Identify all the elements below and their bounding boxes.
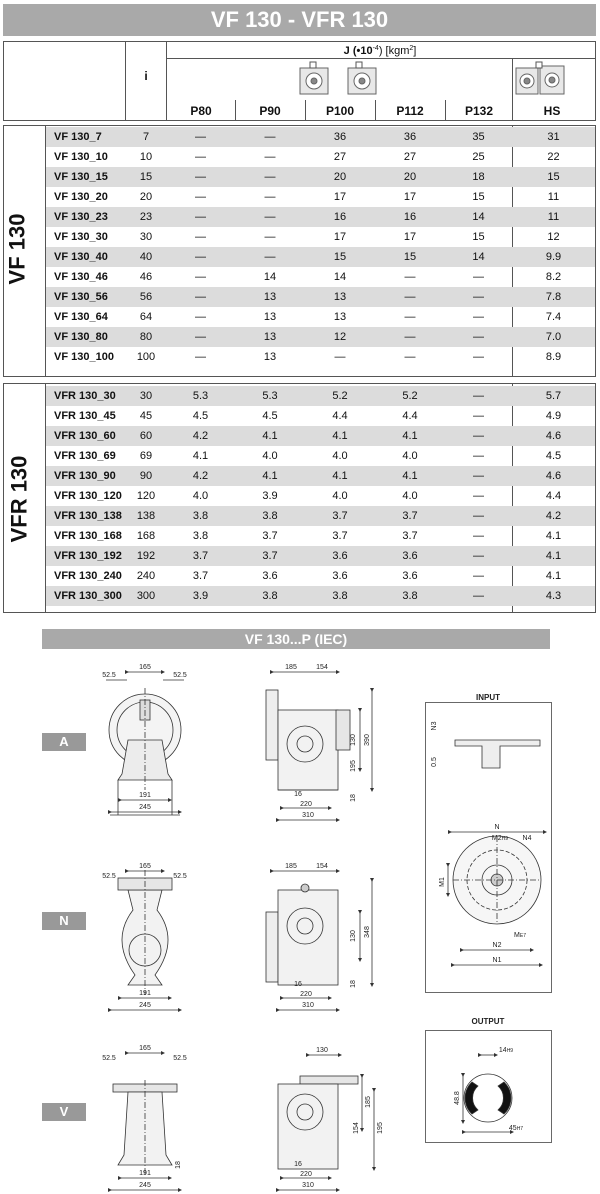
inertia-cell: 4.4 [402,410,418,422]
inertia-cell: 17 [403,191,417,203]
inertia-cell: 3.9 [166,586,235,606]
inertia-cell: 7.8 [512,287,595,307]
inertia-cell: — [195,231,206,243]
inertia-cell: 4.1 [375,426,445,446]
model-name-cell: VFR 130_69 [54,450,116,462]
vf-table [46,127,595,367]
inertia-cell: 4.0 [402,490,418,502]
table-row [46,327,595,347]
table-row [46,466,595,486]
model-name-cell: VFR 130_30 [46,386,126,406]
dim-input-n3: N3 [431,721,438,731]
dim-n-220: 220 [300,991,312,998]
output-bore [463,1055,512,1132]
inertia-cell: — [264,191,276,203]
output-title: OUTPUT [471,1017,505,1026]
dim-a-220: 220 [300,801,312,808]
inertia-cell: 25 [472,151,485,163]
inertia-cell: 11 [547,191,560,203]
dim-a-165: 165 [139,664,151,671]
inertia-cell: — [264,151,276,163]
inertia-cell: — [166,127,235,147]
dim-a-130: 130 [350,734,357,746]
inertia-cell: — [445,426,512,446]
inertia-cell: 9.9 [512,247,595,267]
inertia-cell: 4.1 [305,426,375,446]
dim-n-52-left: 52.5 [102,873,116,880]
inertia-cell: 3.8 [305,586,375,606]
inertia-cell: 7.4 [545,311,562,323]
inertia-cell: — [195,311,206,323]
dim-n-154: 154 [316,863,328,870]
inertia-cell: 4.2 [166,466,235,486]
inertia-cell: 3.6 [375,546,445,566]
dim-input-n2: N2 [492,942,502,949]
inertia-cell: — [445,586,512,606]
inertia-cell: 4.9 [545,410,562,422]
dim-n-348: 348 [364,926,371,938]
inertia-cell: 4.1 [235,426,305,446]
inertia-cell: 15 [305,247,375,267]
col-header: P80 [190,104,212,118]
vfr-table [46,386,595,606]
model-name-cell: VFR 130_60 [46,426,126,446]
model-name-cell: VFR 130_240 [54,570,122,582]
model-name-cell: VF 130_7 [46,127,126,147]
inertia-cell: 36 [305,127,375,147]
model-name-cell: VF 130_100 [54,351,114,363]
model-name-cell: VFR 130_138 [46,506,126,526]
dim-a-154: 154 [316,664,328,671]
inertia-cell: 15 [472,191,485,203]
ratio-cell: 10 [139,151,153,163]
col-header: P100 [325,104,355,118]
col-header: P90 [259,104,281,118]
inertia-cell: — [473,530,484,542]
inertia-cell: — [473,311,484,323]
inertia-cell: 18 [445,167,512,187]
inertia-cell: 3.7 [235,546,305,566]
inertia-cell: 4.6 [512,466,595,486]
model-name-cell: VFR 130_90 [46,466,126,486]
ratio-cell: 20 [139,191,153,203]
table-row [46,267,595,287]
dim-a-191: 191 [139,792,151,799]
inertia-cell: — [195,351,206,363]
inertia-cell: 3.8 [166,506,235,526]
inertia-cell: 13 [235,287,305,307]
model-name-cell: VF 130_40 [46,247,126,267]
inertia-cell: 4.0 [192,490,209,502]
table-row [46,167,595,187]
vf-section-label: VF 130 [4,213,30,285]
inertia-cell: — [195,271,206,283]
dim-n-130: 130 [350,930,357,942]
table-row [46,566,595,586]
ratio-cell: 15 [126,167,166,187]
dim-input-n1: N1 [492,957,502,964]
ratio-cell: 56 [126,287,166,307]
dim-n-16: 16 [294,981,302,988]
model-name-cell: VF 130_80 [46,327,126,347]
inertia-cell: 4.5 [192,410,209,422]
inertia-cell: — [195,191,206,203]
dim-input-m2: M2H9 [491,835,509,842]
inertia-cell: 14 [445,207,512,227]
inertia-cell: 36 [375,127,445,147]
inertia-cell: — [445,546,512,566]
inertia-cell: 11 [512,207,595,227]
dim-v-185: 185 [365,1096,372,1108]
dim-n-245: 245 [139,1002,151,1009]
inertia-cell: — [404,311,416,323]
inertia-cell: 14 [263,271,277,283]
model-name-cell: VFR 130_45 [54,410,116,422]
inertia-cell: 3.6 [332,570,348,582]
inertia-cell: 13 [333,311,347,323]
inertia-cell: 3.8 [375,586,445,606]
inertia-cell: 8.2 [545,271,562,283]
model-name-cell: VFR 130_300 [46,586,126,606]
dim-a-310: 310 [302,812,314,819]
dim-v-52-right: 52.5 [173,1055,187,1062]
inertia-cell: 4.6 [512,426,595,446]
inertia-cell: — [166,287,235,307]
dim-v-220: 220 [300,1171,312,1178]
inertia-cell: — [445,506,512,526]
table-row [46,526,595,546]
inertia-cell: 4.1 [545,570,562,582]
dim-input-n: N [494,824,500,831]
ratio-cell: 30 [126,386,166,406]
inertia-cell: 35 [445,127,512,147]
model-name-cell: VFR 130_168 [54,530,122,542]
inertia-cell: 27 [403,151,417,163]
dim-v-18: 18 [175,1161,182,1169]
ratio-cell: 192 [126,546,166,566]
inertia-cell: 15 [472,231,485,243]
inertia-cell: 3.7 [166,546,235,566]
input-flange [448,740,545,965]
dim-n-52-right: 52.5 [173,873,187,880]
dim-n-165: 165 [139,863,151,870]
inertia-cell: — [166,247,235,267]
inertia-cell: 4.0 [402,450,418,462]
ratio-cell: 60 [126,426,166,446]
version-a-label: A [42,733,86,751]
inertia-cell: 3.6 [402,570,418,582]
dim-v-195: 195 [377,1122,384,1134]
inertia-cell: — [235,127,305,147]
dim-input-05: 0.5 [431,757,438,767]
inertia-cell: — [473,271,484,283]
inertia-cell: — [166,327,235,347]
ratio-cell: 64 [139,311,153,323]
ratio-cell: 45 [139,410,153,422]
inertia-cell: 22 [547,151,560,163]
inertia-cell: — [473,351,484,363]
dim-a-245: 245 [139,804,151,811]
inertia-cell: 14 [333,271,347,283]
dim-v-310: 310 [302,1182,314,1189]
table-row [46,307,595,327]
table-row [46,426,595,446]
dim-v-52-left: 52.5 [102,1055,116,1062]
dim-a-18: 18 [350,794,357,802]
inertia-cell: — [404,271,416,283]
table-row [46,486,595,506]
col-header: P112 [396,104,424,118]
inertia-cell: 27 [333,151,347,163]
inertia-cell: 8.9 [545,351,562,363]
ratio-cell: 40 [126,247,166,267]
inertia-cell: 4.0 [262,450,278,462]
version-n-label: N [42,912,86,930]
model-name-cell: VF 130_23 [46,207,126,227]
inertia-cell: 20 [375,167,445,187]
table-row [46,187,595,207]
inertia-cell: 4.0 [332,450,348,462]
inertia-cell: 14 [445,247,512,267]
ratio-cell: 90 [126,466,166,486]
inertia-cell: 4.1 [375,466,445,486]
dim-v-154: 154 [353,1122,360,1134]
table-row [46,147,595,167]
ratio-cell: 120 [136,490,156,502]
inertia-cell: — [404,351,416,363]
dim-v-16: 16 [294,1161,302,1168]
dim-v-130: 130 [316,1047,328,1054]
table-row [46,347,595,367]
dim-input-n4: N4 [522,835,532,842]
dim-a-185: 185 [285,664,297,671]
inertia-cell: 17 [403,231,417,243]
model-name-cell: VFR 130_120 [54,490,122,502]
inertia-cell: 5.3 [235,386,305,406]
model-name-cell: VF 130_30 [54,231,108,243]
table-row [46,127,595,147]
table-row [46,406,595,426]
dim-a-16: 16 [294,791,302,798]
dim-output-45: 45H7 [508,1125,524,1132]
inertia-cell: — [473,490,484,502]
model-name-cell: VF 130_46 [54,271,108,283]
inertia-cell: 4.4 [545,490,562,502]
ratio-cell: 30 [139,231,153,243]
inertia-cell: 13 [263,311,277,323]
dim-n-185: 185 [285,863,297,870]
inertia-header: J $(•10^{-4})$ [kgm$^2$] [343,45,417,57]
ratio-cell: 168 [136,530,156,542]
ratio-cell: 80 [126,327,166,347]
table-row [46,287,595,307]
inertia-cell: 12 [305,327,375,347]
table-row [46,506,595,526]
dim-a-195: 195 [350,760,357,772]
inertia-cell: — [166,207,235,227]
inertia-cell: 4.0 [332,490,348,502]
inertia-cell: 3.7 [332,530,348,542]
inertia-cell: 17 [333,231,347,243]
table-row [46,207,595,227]
inertia-cell: — [334,351,346,363]
model-name-cell: VF 130_20 [54,191,108,203]
inertia-cell: 15 [512,167,595,187]
ratio-cell: 300 [126,586,166,606]
inertia-cell: — [235,167,305,187]
ratio-cell: 100 [136,351,156,363]
dim-input-m1: M1 [439,877,446,887]
inertia-cell: — [235,207,305,227]
inertia-cell: — [445,327,512,347]
table-row [46,446,595,466]
inertia-cell: — [375,287,445,307]
inertia-cell: 3.7 [262,530,278,542]
col-header: HS [543,104,561,118]
inertia-cell: 3.6 [262,570,278,582]
vfr-section-label: VFR 130 [6,455,32,543]
inertia-cell: 13 [235,327,305,347]
inertia-cell: — [235,247,305,267]
dim-a-390: 390 [364,734,371,746]
inertia-cell: 17 [333,191,347,203]
inertia-cell: 12 [547,231,560,243]
inertia-cell: 13 [305,287,375,307]
page-title: VF 130 - VFR 130 [3,4,596,36]
dim-output-48: 48.8 [454,1091,461,1105]
inertia-cell: 3.9 [262,490,278,502]
dim-v-245: 245 [139,1182,151,1189]
inertia-cell: 3.6 [305,546,375,566]
table-row [46,586,595,606]
table-row [46,227,595,247]
inertia-cell: 4.1 [235,466,305,486]
input-title: INPUT [476,693,500,702]
inertia-cell: 4.3 [512,586,595,606]
inertia-cell: 4.2 [512,506,595,526]
dim-a-52-left: 52.5 [102,672,116,679]
inertia-cell: 4.5 [262,410,278,422]
inertia-cell: — [195,151,206,163]
inertia-cell: 15 [375,247,445,267]
inertia-cell: 4.2 [166,426,235,446]
inertia-cell: 4.1 [305,466,375,486]
inertia-cell: 5.3 [166,386,235,406]
inertia-cell: 3.8 [192,530,209,542]
inertia-cell: 5.2 [305,386,375,406]
inertia-cell: — [473,570,484,582]
dim-a-52-right: 52.5 [173,672,187,679]
dim-output-14: 14H9 [498,1047,514,1054]
dim-input-m: ME7 [514,932,526,939]
table-row [46,247,595,267]
col-header: P132 [464,104,494,118]
dimension-drawings [0,650,600,1194]
inertia-cell: 16 [305,207,375,227]
version-v-label: V [42,1103,86,1121]
ratio-cell: 69 [139,450,153,462]
inertia-cell: 3.7 [305,506,375,526]
ratio-cell: 46 [139,271,153,283]
inertia-cell: 5.2 [375,386,445,406]
inertia-cell: 5.7 [512,386,595,406]
inertia-cell: — [445,386,512,406]
inertia-cell: — [445,287,512,307]
inertia-cell: — [375,327,445,347]
ratio-cell: 138 [126,506,166,526]
dim-v-165: 165 [139,1045,151,1052]
inertia-cell: 4.4 [332,410,348,422]
inertia-cell: 4.1 [545,530,562,542]
dim-n-18: 18 [350,980,357,988]
inertia-cell: 4.5 [545,450,562,462]
dim-n-310: 310 [302,1002,314,1009]
table-row [46,386,595,406]
inertia-cell: 7.0 [512,327,595,347]
ratio-cell: 7 [126,127,166,147]
inertia-cell: — [166,167,235,187]
dim-n-191: 191 [139,990,151,997]
model-name-cell: VF 130_64 [54,311,108,323]
section-title: VF 130...P (IEC) [42,629,550,649]
inertia-cell: 3.7 [402,530,418,542]
model-name-cell: VFR 130_192 [46,546,126,566]
ratio-cell: 240 [136,570,156,582]
table-row [46,546,595,566]
inertia-cell: 4.1 [512,546,595,566]
inertia-cell: 13 [263,351,277,363]
model-name-cell: VF 130_15 [46,167,126,187]
inertia-cell: — [445,466,512,486]
inertia-cell: 4.1 [192,450,209,462]
ratio-header: i [144,69,148,83]
dim-v-191: 191 [139,1170,151,1177]
inertia-cell: 3.7 [375,506,445,526]
inertia-cell: — [473,410,484,422]
inertia-cell: 31 [512,127,595,147]
inertia-cell: — [264,231,276,243]
inertia-cell: 3.8 [235,506,305,526]
model-name-cell: VF 130_10 [54,151,108,163]
ratio-cell: 23 [126,207,166,227]
inertia-cell: — [473,450,484,462]
inertia-cell: 16 [375,207,445,227]
inertia-cell: 20 [305,167,375,187]
inertia-cell: 3.8 [235,586,305,606]
model-name-cell: VF 130_56 [46,287,126,307]
inertia-cell: 3.7 [192,570,209,582]
drawing-n-front [110,870,180,1010]
